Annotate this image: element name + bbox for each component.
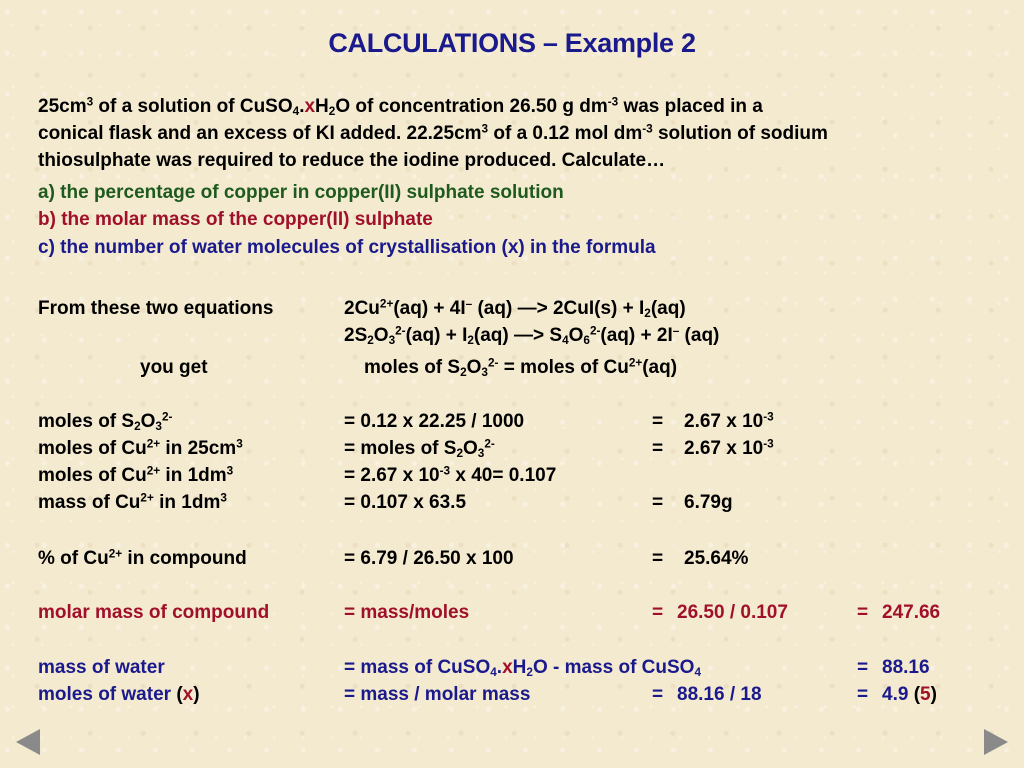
problem-line-1: $25cm^3$ of a solution of $CuSO_4.xH_2O$ of concentration 26.50 g $dm^{-3}$ was placed in a (38, 95, 763, 118)
triangle-right-icon[interactable] (984, 729, 1008, 755)
triangle-left-icon[interactable] (16, 729, 40, 755)
question-b: b) the molar mass of the copper(II) sulphate (38, 209, 433, 230)
calc-row-3-expression: = 2.67 x $10^{-3}$ x 40= 0.107 (344, 464, 557, 486)
calc-row-5-expression: = 6.79 / 26.50 x 100 (344, 548, 514, 569)
calc-row-6-final: 247.66 (882, 602, 941, 623)
calc-row-4-equals: = (652, 492, 664, 513)
calc-row-1-equals: = (652, 411, 664, 432)
calc-row-4-result: 6.79g (684, 492, 733, 513)
calc-row-7-label: mass of water (38, 657, 165, 678)
problem-line-3: thiosulphate was required to reduce the iodine produced. Calculate… (38, 150, 666, 171)
calc-row-5-result: 25.64% (684, 548, 749, 569)
calc-row-5-label: % of $Cu^{2+}$ in compound (38, 547, 247, 569)
calc-row-5-equals: = (652, 548, 664, 569)
equation-2: $2S_2O_3^{2-}(aq) + I_2(aq)$ —> $S_4O_6^{2-}(aq) + 2I^-$ (aq) (344, 324, 720, 347)
problem-line-2: conical flask and an excess of KI added. $22.25cm^3$ of a 0.12 mol $dm^{-3}$ solution of sodium (38, 122, 828, 144)
calc-row-7-result: 88.16 (882, 657, 930, 678)
calc-row-6-result: 26.50 / 0.107 (677, 602, 788, 623)
calc-row-6-label: molar mass of compound (38, 602, 270, 623)
calc-row-3-label: moles of $Cu^{2+}$ in $1dm^3$ (38, 464, 234, 486)
calc-row-8-result: 88.16 / 18 (677, 684, 762, 705)
calc-row-8-equals-2: = (857, 684, 869, 705)
calc-row-2-result: 2.67 x $10^{-3}$ (684, 437, 774, 459)
calc-row-2-expression: = moles of $S_2O_3^{2-}$ (344, 437, 495, 460)
calc-row-8-expression: = mass / molar mass (344, 684, 531, 705)
calc-row-6-equals: = (652, 602, 664, 623)
you-get-label: you get (140, 357, 208, 378)
calc-row-7-equals: = (857, 657, 869, 678)
calc-row-8-equals: = (652, 684, 664, 705)
calc-row-6-expression: = mass/moles (344, 602, 470, 623)
question-c: c) the number of water molecules of crystallisation (x) in the formula (38, 237, 656, 258)
calc-row-4-expression: = 0.107 x 63.5 (344, 492, 467, 513)
calc-row-4-label: mass of $Cu^{2+}$ in $1dm^3$ (38, 491, 227, 513)
calc-row-6-equals-2: = (857, 602, 869, 623)
question-a: a) the percentage of copper in copper(II) sulphate solution (38, 182, 564, 203)
equations-lead: From these two equations (38, 298, 274, 319)
calc-row-1-label: moles of $S_2O_3^{2-}$ (38, 410, 173, 433)
calc-row-2-equals: = (652, 438, 664, 459)
equation-1: $2Cu^{2+}(aq) + 4I^-$ (aq) —> $2CuI(s) + I_2(aq)$ (344, 297, 686, 320)
calc-row-1-result: 2.67 x $10^{-3}$ (684, 410, 774, 432)
problem-statement (38, 93, 828, 174)
calc-row-2-label: moles of $Cu^{2+}$ in $25cm^3$ (38, 437, 243, 459)
calc-row-8-label: moles of water (x) (38, 684, 200, 705)
calc-row-8-final: 4.9 (5) (882, 684, 937, 705)
mole-relationship: moles of $S_2O_3^{2-}$ = moles of $Cu^{2+}(aq)$ (364, 356, 678, 379)
page-title: CALCULATIONS – Example 2 (328, 28, 696, 58)
calc-row-7-expression: = mass of $CuSO_4.xH_2O$ - mass of CuSO$_4$ (344, 657, 702, 679)
calc-row-1-expression: = 0.12 x 22.25 / 1000 (344, 411, 525, 432)
